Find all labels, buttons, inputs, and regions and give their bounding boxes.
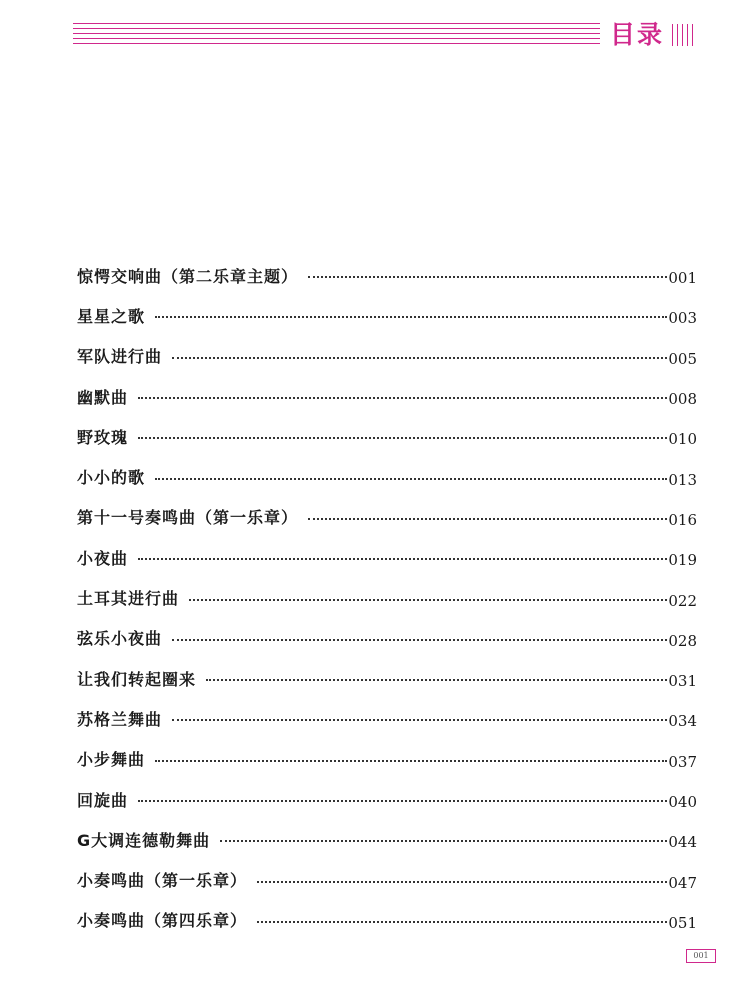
toc-entry[interactable] (77, 900, 697, 940)
dot-leader (257, 921, 667, 923)
toc-entry[interactable] (77, 376, 697, 416)
toc-entry-title: 弦乐小夜曲 (77, 629, 163, 649)
toc-entry-title: 小奏鸣曲（第四乐章） (77, 911, 248, 931)
toc-entry[interactable] (77, 336, 697, 376)
dot-leader (220, 840, 667, 842)
toc-entry-page: 005 (668, 349, 697, 368)
table-of-contents (77, 255, 697, 940)
dot-leader (189, 599, 667, 601)
toc-entry-page: 051 (668, 913, 697, 932)
dot-leader (257, 881, 667, 883)
toc-entry-page: 010 (668, 430, 697, 449)
toc-entry-title: 惊愕交响曲（第二乐章主题） (77, 266, 299, 286)
toc-entry[interactable] (77, 577, 697, 617)
toc-entry[interactable] (77, 779, 697, 819)
toc-entry[interactable] (77, 295, 697, 335)
toc-entry-title: 幽默曲 (77, 387, 129, 407)
toc-entry-page: 047 (668, 873, 697, 892)
toc-entry[interactable] (77, 698, 697, 738)
toc-entry[interactable] (77, 658, 697, 698)
toc-entry-title: 小小的歌 (77, 468, 146, 488)
dot-leader (308, 518, 667, 520)
toc-entry-page: 019 (668, 551, 697, 570)
toc-entry-page: 016 (668, 510, 697, 529)
header-staff-lines (73, 23, 600, 45)
toc-entry-title: 小步舞曲 (77, 750, 146, 770)
toc-entry-page: 037 (668, 752, 697, 771)
page-title: 目录 (610, 20, 665, 49)
toc-entry-page: 013 (668, 470, 697, 489)
toc-entry-title: 星星之歌 (77, 306, 146, 326)
toc-entry[interactable] (77, 537, 697, 577)
toc-entry[interactable] (77, 859, 697, 899)
toc-entry-page: 001 (668, 269, 697, 288)
toc-entry-page: 008 (668, 390, 697, 409)
dot-leader (155, 760, 667, 762)
toc-entry-title: 小奏鸣曲（第一乐章） (77, 871, 248, 891)
toc-entry-title: 土耳其进行曲 (77, 589, 180, 609)
dot-leader (206, 679, 667, 681)
dot-leader (138, 437, 667, 439)
toc-entry-page: 022 (668, 591, 697, 610)
toc-entry-title: 第十一号奏鸣曲（第一乐章） (77, 508, 299, 528)
toc-entry-title: 苏格兰舞曲 (77, 709, 163, 729)
toc-entry-title: 小夜曲 (77, 548, 129, 568)
toc-entry-page: 044 (668, 833, 697, 852)
dot-leader (155, 316, 667, 318)
toc-entry-title: 让我们转起圈来 (77, 669, 197, 689)
toc-entry[interactable] (77, 456, 697, 496)
dot-leader (138, 800, 667, 802)
toc-entry-page: 031 (668, 672, 697, 691)
dot-leader (308, 276, 667, 278)
dot-leader (172, 639, 667, 641)
toc-entry-page: 040 (668, 793, 697, 811)
toc-entry-title: 回旋曲 (77, 790, 129, 810)
dot-leader (172, 719, 667, 721)
toc-entry-title: 军队进行曲 (77, 347, 163, 367)
toc-entry-title: G大调连德勒舞曲 (77, 830, 211, 850)
toc-entry[interactable] (77, 497, 697, 537)
toc-entry-title: 野玫瑰 (77, 427, 129, 447)
dot-leader (138, 397, 667, 399)
toc-entry[interactable] (77, 739, 697, 779)
toc-entry[interactable] (77, 819, 697, 859)
dot-leader (138, 558, 667, 560)
toc-entry[interactable] (77, 618, 697, 658)
toc-entry[interactable] (77, 416, 697, 456)
toc-entry-page: 034 (668, 712, 697, 731)
toc-entry-page: 028 (668, 631, 697, 650)
dot-leader (155, 478, 667, 480)
page-number: 001 (686, 949, 716, 963)
toc-entry[interactable] (77, 255, 697, 295)
dot-leader (172, 357, 667, 359)
toc-entry-page: 003 (668, 309, 697, 328)
header-barlines (672, 24, 698, 46)
